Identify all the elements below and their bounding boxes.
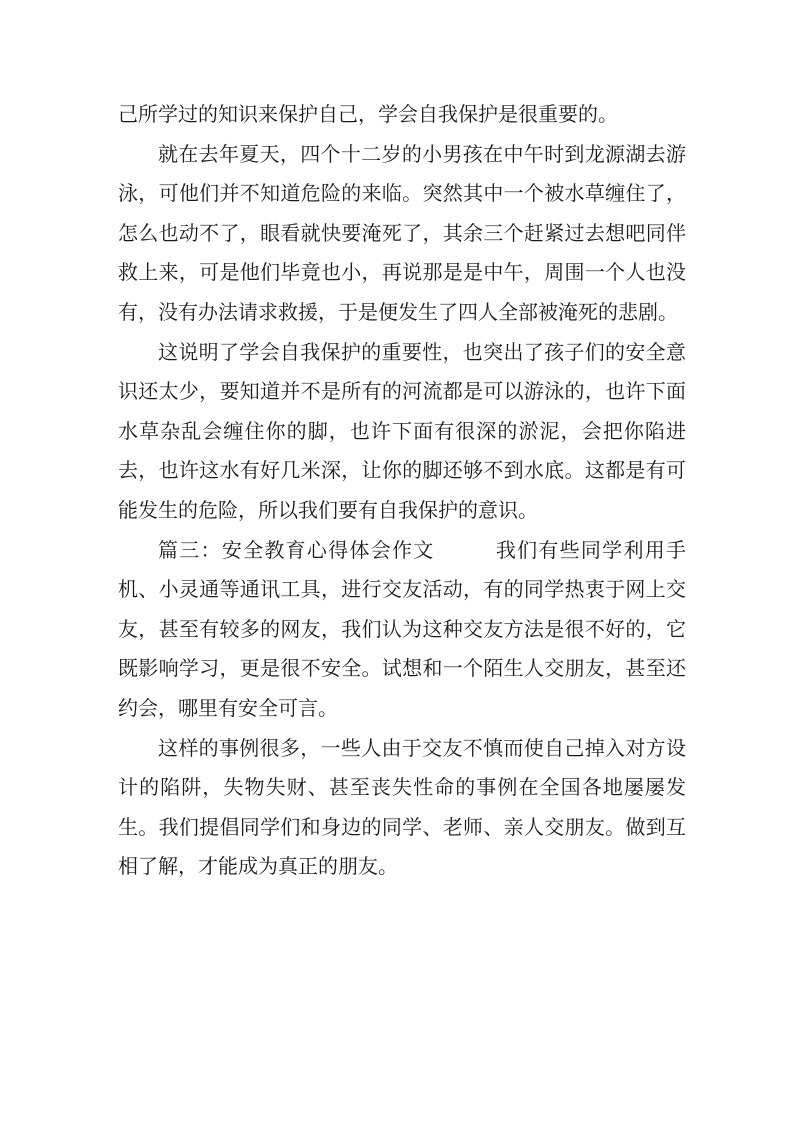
paragraph-section-three: [118, 531, 686, 729]
section-body: 我们有些同学利用手机、小灵通等通讯工具，进行交友活动，有的同学热衷于网上交友，甚至有较多的网友，我们认为这种交友方法是很不好的，它既影响学习，更是很不安全。试想和一个陌生人交朋友，甚至还约会，哪里有安全可言。: [118, 537, 687, 720]
paragraph-continuation: 己所学过的知识来保护自己，学会自我保护是很重要的。: [118, 102, 618, 126]
document-body: [118, 95, 686, 887]
paragraph-online-friends: 这样的事例很多，一些人由于交友不慎而使自己掉入对方设计的陷阱，失物失财、甚至丧失性命的事例在全国各地屡屡发生。我们提倡同学们和身边的同学、老师、亲人交朋友。做到互相了解，才能成为真正的朋友。: [118, 735, 686, 879]
section-title: 篇三：安全教育心得体会作文: [158, 537, 435, 562]
paragraph-safety-awareness: 这说明了学会自我保护的重要性，也突出了孩子们的安全意识还太少，要知道并不是所有的河流都是可以游泳的，也许下面水草杂乱会缠住你的脚，也许下面有很深的淤泥，会把你陷进去，也许这水有好几米深，让你的脚还够不到水底。这都是有可能发生的危险，所以我们要有自我保护的意识。: [118, 339, 686, 522]
paragraph-drowning-story: 就在去年夏天，四个十二岁的小男孩在中午时到龙源湖去游泳，可他们并不知道危险的来临。突然其中一个被水草缠住了，怎么也动不了，眼看就快要淹死了，其余三个赶紧过去想吧同伴救上来，可是他们毕竟也小，再说那是是中午，周围一个人也没有，没有办法请求救援，于是便发生了四人全部被淹死的悲剧。: [118, 141, 686, 324]
